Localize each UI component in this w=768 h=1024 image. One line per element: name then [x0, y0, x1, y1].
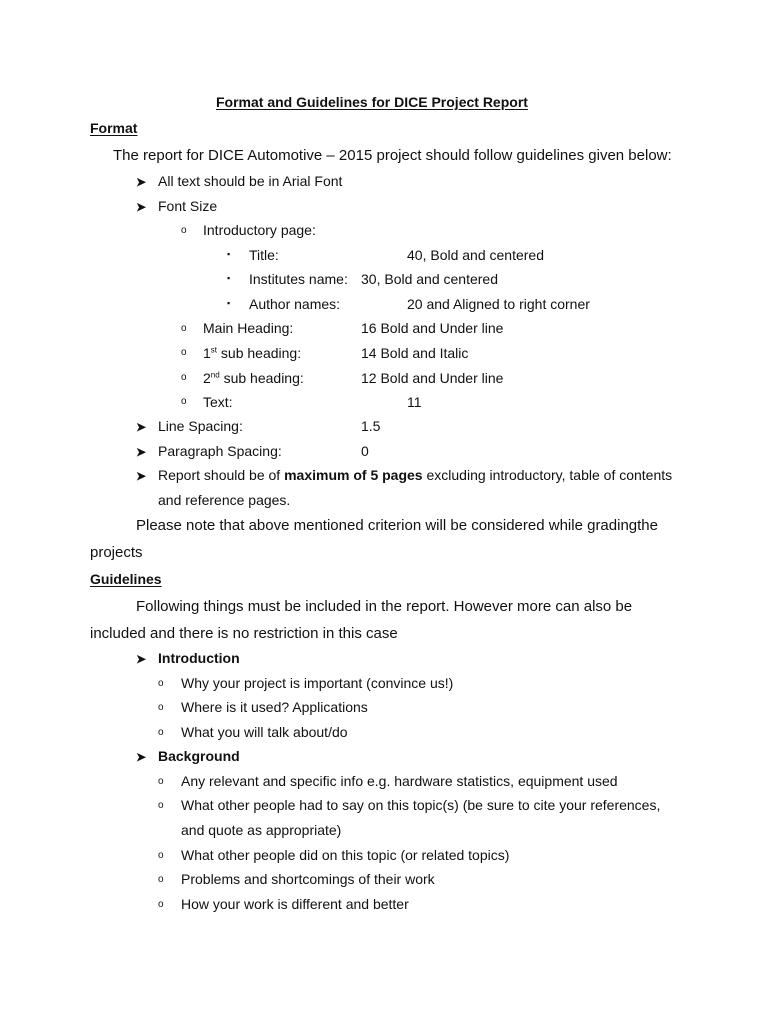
- arrow-bullet-icon: ➤: [136, 469, 147, 483]
- main-heading-label: Main Heading:: [203, 320, 294, 336]
- circle-bullet-icon: o: [158, 776, 164, 787]
- sub-heading-1-label: [203, 346, 301, 360]
- paragraph-spacing-value: 0: [361, 443, 369, 459]
- list-item-continued: and quote as appropriate): [181, 822, 342, 838]
- list-item: Problems and shortcomings of their work: [181, 871, 435, 887]
- list-item: What other people had to say on this topic(s) (be sure to cite your references,: [181, 797, 661, 813]
- font-rule: All text should be in Arial Font: [158, 173, 343, 189]
- introductory-page-label: Introductory page:: [203, 222, 316, 238]
- sub-heading-2-value: 12 Bold and Under line: [361, 370, 504, 386]
- line-spacing-label: Line Spacing:: [158, 418, 243, 434]
- square-bullet-icon: ▪: [227, 249, 231, 259]
- circle-bullet-icon: o: [158, 727, 164, 738]
- square-bullet-icon: ▪: [227, 273, 231, 283]
- arrow-bullet-icon: ➤: [136, 200, 147, 214]
- sub-heading-text: sub heading:: [217, 345, 302, 361]
- format-intro-paragraph: [113, 148, 672, 163]
- page-limit-rule: [158, 468, 672, 482]
- circle-bullet-icon: o: [158, 800, 164, 811]
- arrow-bullet-icon: ➤: [136, 175, 147, 189]
- institutes-spec-label: Institutes name:: [249, 271, 348, 287]
- sub-heading-1-value: 14 Bold and Italic: [361, 345, 469, 361]
- arrow-bullet-icon: ➤: [136, 445, 147, 459]
- title-spec-value: 40, Bold and centered: [407, 247, 544, 263]
- grading-note-continued: projects: [90, 544, 143, 561]
- line-spacing-value: 1.5: [361, 418, 381, 434]
- ordinal-number: 1: [203, 345, 211, 361]
- text-size-label: Text:: [203, 394, 233, 410]
- guidelines-intro: Following things must be included in the report. However more can also be: [136, 598, 633, 615]
- square-bullet-icon: ▪: [227, 298, 231, 308]
- guidelines-intro-continued: included and there is no restriction in this case: [90, 625, 398, 642]
- grading-note: Please note that above mentioned criterion will be considered while gradingthe: [136, 517, 658, 534]
- ordinal-suffix: st: [210, 345, 218, 355]
- page-limit-text: excluding introductory, table of contents: [422, 467, 673, 483]
- intro-text-part: The report for DICE Automotive – 201: [113, 147, 364, 164]
- circle-bullet-icon: o: [158, 850, 164, 861]
- list-item: Where is it used? Applications: [181, 699, 368, 715]
- list-item: How your work is different and better: [181, 896, 409, 912]
- arrow-bullet-icon: ➤: [136, 750, 147, 764]
- list-item: Any relevant and specific info e.g. hardware statistics, equipment used: [181, 773, 618, 789]
- author-spec-value: 20 and Aligned to right corner: [407, 296, 590, 312]
- page-limit-emphasis: maximum of 5 pages: [284, 467, 423, 483]
- author-spec-label: Author names:: [249, 296, 341, 312]
- arrow-bullet-icon: ➤: [136, 420, 147, 434]
- sub-heading-text: sub heading:: [219, 370, 304, 386]
- list-item: What other people did on this topic (or related topics): [181, 847, 510, 863]
- introduction-section: Introduction: [158, 650, 240, 666]
- circle-bullet-icon: o: [181, 372, 187, 383]
- format-heading: Format: [90, 120, 138, 136]
- arrow-bullet-icon: ➤: [136, 652, 147, 666]
- guidelines-heading: Guidelines: [90, 571, 162, 587]
- circle-bullet-icon: o: [158, 899, 164, 910]
- sub-heading-2-label: [203, 371, 304, 385]
- ordinal-number: 2: [203, 370, 211, 386]
- paragraph-spacing-label: Paragraph Spacing:: [158, 443, 282, 459]
- circle-bullet-icon: o: [181, 396, 187, 407]
- page-limit-rule-continued: and reference pages.: [158, 492, 291, 508]
- text-size-value: 11: [407, 394, 422, 410]
- intro-year-digit: 5: [363, 147, 373, 164]
- page-limit-text: Report should be of: [158, 467, 285, 483]
- main-heading-value: 16 Bold and Under line: [361, 320, 504, 336]
- font-size-rule: Font Size: [158, 198, 218, 214]
- list-item: Why your project is important (convince us!): [181, 675, 454, 691]
- circle-bullet-icon: o: [158, 702, 164, 713]
- intro-text-part: project should follow guidelines given below:: [372, 147, 672, 164]
- circle-bullet-icon: o: [181, 225, 187, 236]
- institutes-spec-value: 30, Bold and centered: [361, 271, 498, 287]
- circle-bullet-icon: o: [181, 347, 187, 358]
- list-item: What you will talk about/do: [181, 724, 348, 740]
- document-title: Format and Guidelines for DICE Project Report: [216, 94, 528, 110]
- circle-bullet-icon: o: [158, 874, 164, 885]
- background-section: Background: [158, 748, 240, 764]
- circle-bullet-icon: o: [158, 678, 164, 689]
- circle-bullet-icon: o: [181, 323, 187, 334]
- title-spec-label: Title:: [249, 247, 279, 263]
- ordinal-suffix: nd: [210, 370, 220, 380]
